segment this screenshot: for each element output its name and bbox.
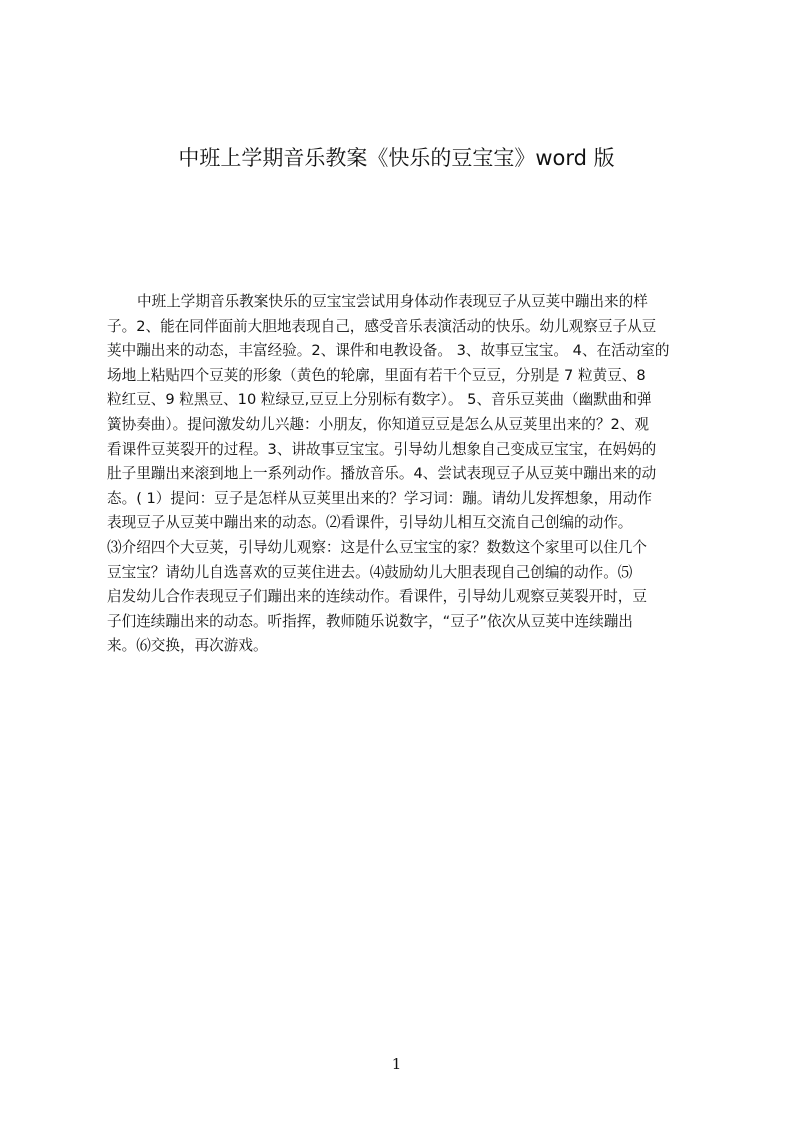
body-line: 子。2、能在同伴面前大胆地表现自己，感受音乐表演活动的快乐。幼儿观察豆子从豆 [107,317,657,335]
body-line: ⑶介绍四个大豆荚，引导幼儿观察：这是什么豆宝宝的家？数数这个家里可以住几个 [107,538,647,556]
body-line: 簧协奏曲）。提问激发幼儿兴趣：小朋友，你知道豆豆是怎么从豆荚里出来的？2、观 [107,415,649,433]
body-line: 豆宝宝？请幼儿自选喜欢的豆荚住进去。⑷鼓励幼儿大胆表现自己创编的动作。⑸ [107,563,633,581]
body-line: 看课件豆荚裂开的过程。3、讲故事豆宝宝。引导幼儿想象自己变成豆宝宝，在妈妈的 [107,440,657,458]
body-line: 粒红豆、9 粒黑豆、10 粒绿豆,豆豆上分别标有数字）。 5、音乐豆荚曲（幽默曲和弹 [107,391,652,409]
body-line: 中班上学期音乐教案快乐的豆宝宝尝试用身体动作表现豆子从豆荚中蹦出来的样 [137,293,648,310]
body-line: 启发幼儿合作表现豆子们蹦出来的连续动作。看课件，引导幼儿观察豆荚裂开时，豆 [107,588,647,606]
body-line: 态。( 1）提问：豆子是怎样从豆荚里出来的？学习词：蹦。请幼儿发挥想象，用动作 [107,489,652,507]
body-line: 场地上粘贴四个豆荚的形象（黄色的轮廓，里面有若干个豆豆，分别是 7 粒黄豆、8 [107,366,646,384]
body-line: 肚子里蹦出来滚到地上一系列动作。播放音乐。4、尝试表现豆子从豆荚中蹦出来的动 [107,465,657,483]
document-body [107,290,793,659]
body-line: 荚中蹦出来的动态，丰富经验。2、课件和电教设备。 3、故事豆宝宝。 4、在活动室的 [107,342,670,360]
body-line: 表现豆子从豆荚中蹦出来的动态。⑵看课件，引导幼儿相互交流自己创编的动作。 [107,514,633,532]
page-number: 1 [391,1055,402,1073]
document-title: 中班上学期音乐教案《快乐的豆宝宝》word 版 [178,146,615,170]
body-line: 来。⑹交换，再次游戏。 [107,637,268,655]
body-line: 子们连续蹦出来的动态。听指挥，教师随乐说数字，“豆子”依次从豆荚中连续蹦出 [107,612,633,630]
